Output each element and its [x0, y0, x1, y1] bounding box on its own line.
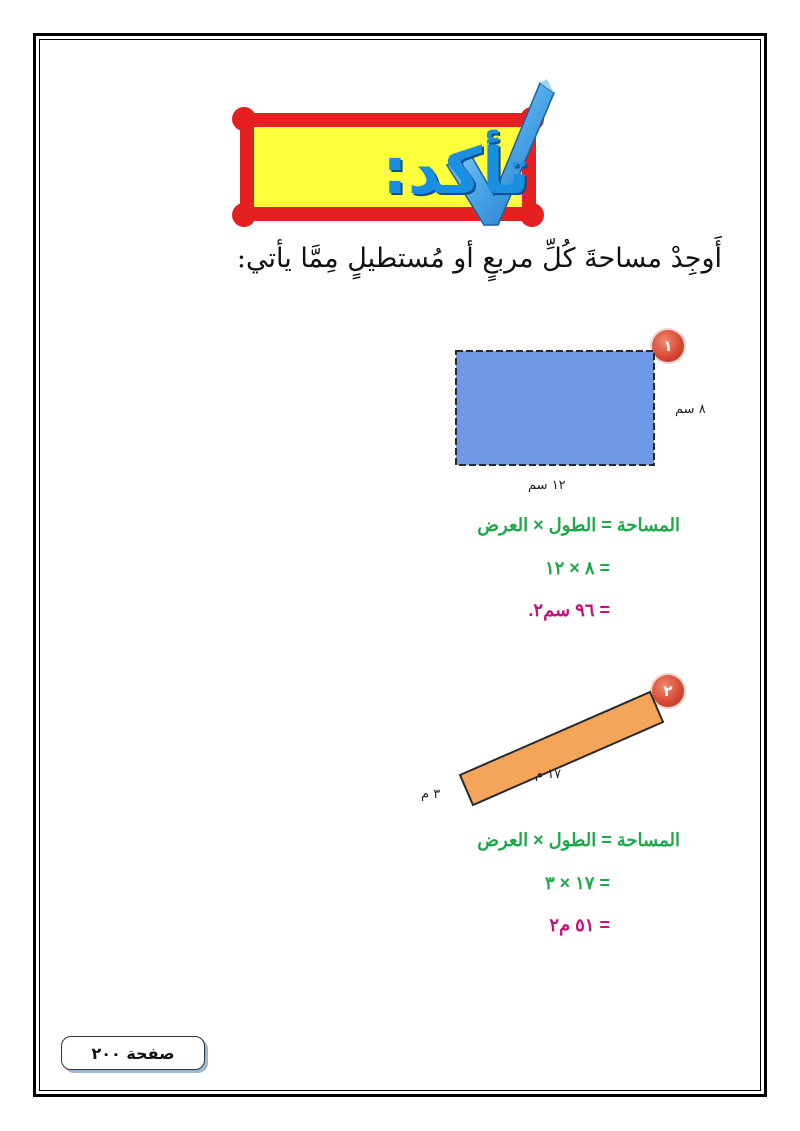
problem-1-number-badge: ١: [652, 330, 684, 362]
problem-1-rectangle: [450, 345, 660, 470]
page-number: صفحة ٢٠٠: [91, 1043, 175, 1063]
problem-1-width-label: ١٢ سم: [528, 478, 566, 493]
problem-1-substitution: = ٨ × ١٢: [544, 558, 610, 578]
problem-2-rectangle: [450, 680, 670, 810]
problem-2-width-label: ٣ م: [421, 787, 441, 802]
problem-1-height-label: ٨ سم: [675, 402, 706, 417]
problem-2-substitution: = ١٧ × ٣: [544, 873, 610, 893]
problem-2-length-label: ١٧ م: [535, 767, 562, 782]
problem-1-formula: المساحة = الطول × العرض: [477, 515, 680, 535]
page-number-box: [61, 1036, 205, 1070]
problem-1-result: = ٩٦ سم٢.: [528, 600, 610, 620]
problem-2-number-badge: ٢: [652, 675, 684, 707]
instruction-text: أَوجِدْ مساحةَ كُلِّ مربعٍ أو مُستطيلٍ مِمَّا يأتي:: [236, 243, 722, 274]
problem-2-result: = ٥١ م٢: [549, 915, 610, 935]
banner-title: تأكد:: [382, 135, 530, 209]
problem-2-formula: المساحة = الطول × العرض: [477, 830, 680, 850]
